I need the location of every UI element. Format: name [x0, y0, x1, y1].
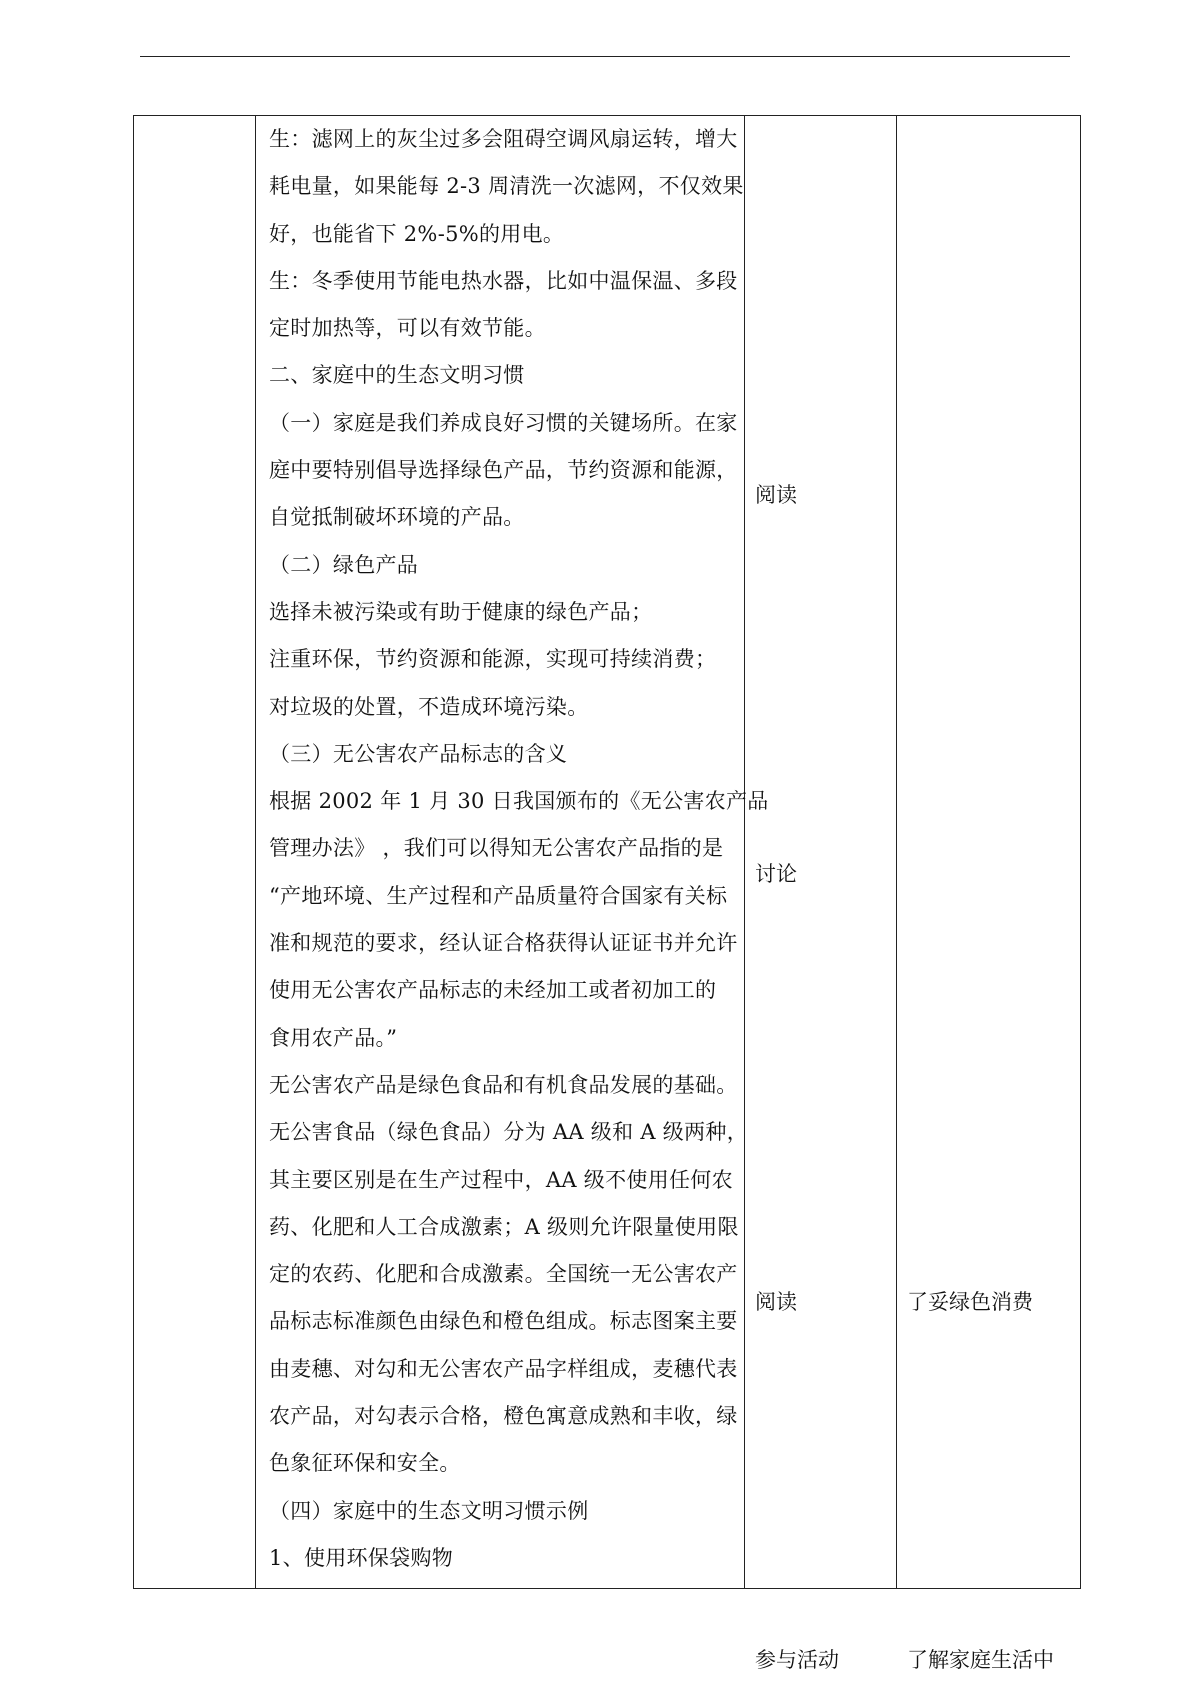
- content-line: 由麦穗、对勾和无公害农产品字样组成，麦穗代表: [269, 1356, 738, 1381]
- content-line: 食用农产品。”: [269, 1025, 398, 1050]
- content-line: 庭中要特别倡导选择绿色产品，节约资源和能源，: [269, 458, 738, 483]
- activity-read-2: 阅读: [755, 1290, 797, 1314]
- content-line: 使用无公害农产品标志的未经加工或者初加工的: [269, 978, 717, 1003]
- header-rule: [140, 56, 1070, 57]
- content-line: 管理办法》 ，我们可以得知无公害农产品指的是: [269, 836, 724, 861]
- content-line: 无公害食品（绿色食品）分为 AA 级和 A 级两种，: [269, 1120, 748, 1145]
- stage-cell: [134, 116, 256, 1589]
- content-line: 生：冬季使用节能电热水器，比如中温保温、多段: [269, 268, 738, 293]
- table-row: [134, 116, 1081, 1589]
- content-line: 对垃圾的处置，不造成环境污染。: [269, 694, 589, 719]
- content-line: 选择未被污染或有助于健康的绿色产品；: [269, 599, 653, 624]
- intent-green-consumption: 了妥绿色消费: [907, 1290, 1033, 1314]
- content-line: 准和规范的要求，经认证合格获得认证证书并允许: [269, 931, 738, 956]
- content-line: 定时加热等，可以有效节能。: [269, 316, 546, 341]
- teaching-content: [256, 116, 769, 1582]
- content-line: 定的农药、化肥和合成激素。全国统一无公害农产: [269, 1262, 738, 1287]
- intent-family-life: 了解家庭生活中: [907, 1648, 1054, 1672]
- content-line: 二、家庭中的生态文明习惯: [269, 363, 525, 388]
- content-line: （四）家庭中的生态文明习惯示例: [269, 1498, 589, 1523]
- content-line: 品标志标准颜色由绿色和橙色组成。标志图案主要: [269, 1309, 738, 1334]
- content-line: 1、使用环保袋购物: [269, 1545, 454, 1570]
- activity-read-1: 阅读: [755, 483, 797, 507]
- content-line: 药、化肥和人工合成激素；A 级则允许限量使用限: [269, 1214, 739, 1239]
- content-line: 好，也能省下 2%-5%的用电。: [269, 221, 565, 246]
- content-line: 注重环保，节约资源和能源，实现可持续消费；: [269, 647, 717, 672]
- content-line: （二）绿色产品: [269, 552, 419, 577]
- student-activity-cell: [745, 116, 897, 1672]
- content-line: 农产品，对勾表示合格，橙色寓意成熟和丰收，绿: [269, 1404, 738, 1429]
- content-line: （一）家庭是我们养成良好习惯的关键场所。在家: [269, 410, 738, 435]
- activity-discuss: 讨论: [755, 862, 797, 886]
- content-line: 根据 2002 年 1 月 30 日我国颁布的《无公害农产品: [269, 789, 769, 814]
- content-line: 其主要区别是在生产过程中，AA 级不使用任何农: [269, 1167, 733, 1192]
- content-line: （三）无公害农产品标志的含义: [269, 741, 568, 766]
- content-line: 自觉抵制破坏环境的产品。: [269, 505, 525, 530]
- content-line: 无公害农产品是绿色食品和有机食品发展的基础。: [269, 1072, 738, 1097]
- teaching-content-cell: [256, 116, 769, 1589]
- lesson-plan-table: [133, 115, 1081, 1672]
- activity-participate: 参与活动: [755, 1648, 839, 1672]
- content-line: “产地环境、生产过程和产品质量符合国家有关标: [269, 883, 728, 908]
- content-line: 生：滤网上的灰尘过多会阻碍空调风扇运转，增大: [269, 127, 738, 151]
- content-line: 色象征环保和安全。: [269, 1451, 461, 1476]
- design-intent-cell: [897, 116, 1081, 1672]
- content-line: 耗电量，如果能每 2-3 周清洗一次滤网，不仅效果: [269, 174, 744, 199]
